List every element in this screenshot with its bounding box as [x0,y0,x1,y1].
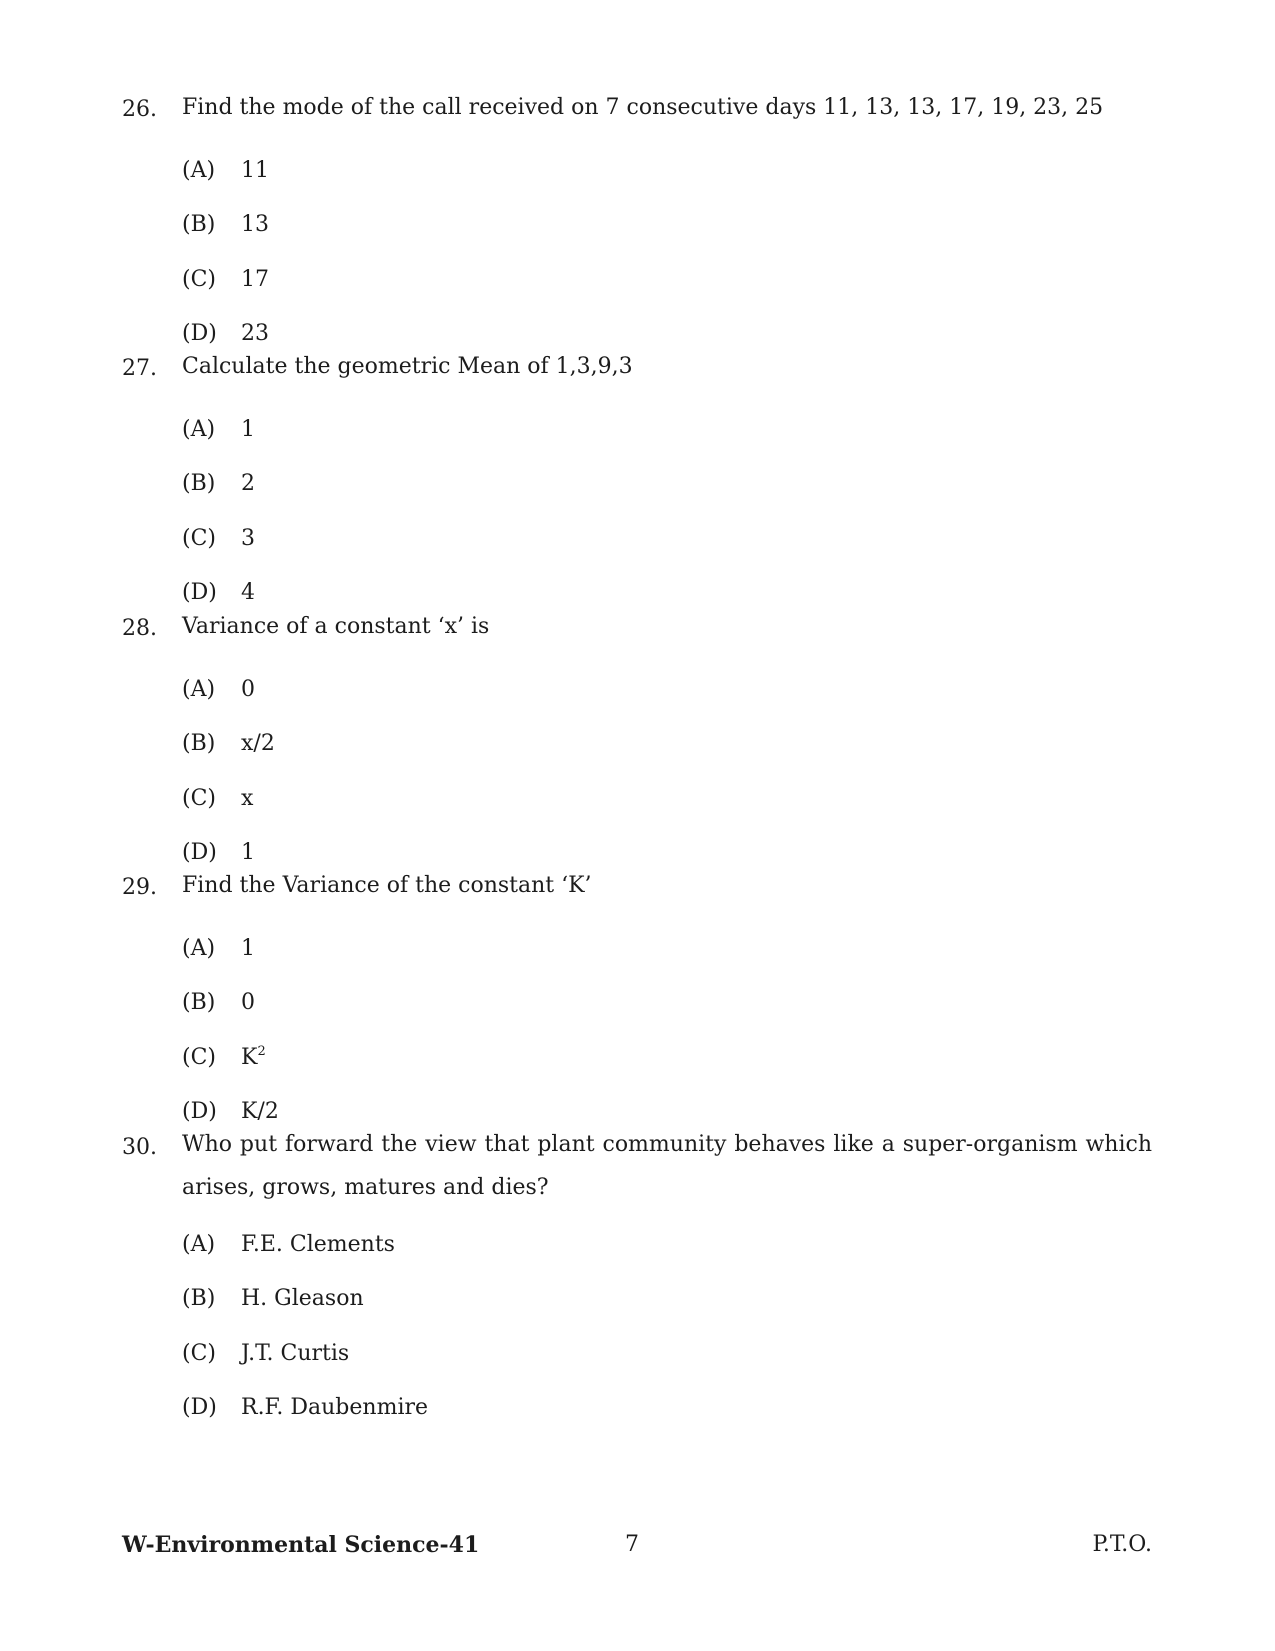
option-c [182,771,1152,826]
option-label: (C) [182,1044,216,1070]
option-b [182,717,1152,772]
page-number: 7 [625,1532,639,1557]
option-text: 13 [241,212,269,238]
question-29 [122,875,1152,1139]
option-d [182,1381,1152,1436]
option-text: 1 [241,416,255,442]
option-c [182,252,1152,307]
pto-label: P.T.O. [1092,1532,1152,1557]
question-text: Calculate the geometric Mean of 1,3,9,3 [182,354,633,379]
option-label: (A) [182,935,216,961]
option-text: 11 [241,157,269,183]
option-b [182,457,1152,512]
option-c [182,1326,1152,1381]
options-list [122,921,1152,1139]
question-text: Who put forward the view that plant community behaves like a super-organism which arises, grows, matures and dies? [182,1132,1152,1200]
option-b [182,1272,1152,1327]
option-label: (D) [182,1395,217,1421]
option-text: x/2 [241,731,275,757]
option-text: F.E. Clements [241,1231,395,1257]
question-30 [122,1132,1152,1435]
option-c [182,1030,1152,1085]
option-text: x [241,785,254,811]
options-list [122,402,1152,620]
option-label: (D) [182,321,217,347]
question-text: Variance of a constant ‘x’ is [182,614,490,639]
option-b [182,198,1152,253]
question-27 [122,356,1152,620]
question-number: 26. [122,97,157,122]
option-label: (B) [182,471,216,497]
option-label: (A) [182,416,216,442]
option-label: (C) [182,1340,216,1366]
option-text: R.F. Daubenmire [241,1395,429,1421]
option-a [182,921,1152,976]
option-label: (C) [182,266,216,292]
options-list [122,662,1152,880]
option-label: (B) [182,990,216,1016]
option-text: H. Gleason [241,1286,364,1312]
option-text: 23 [241,321,269,347]
option-label: (B) [182,731,216,757]
option-text: 1 [241,840,255,866]
option-a [182,1217,1152,1272]
option-text: 0 [241,990,255,1016]
option-b [182,976,1152,1031]
option-text: 1 [241,935,255,961]
option-c [182,511,1152,566]
option-a [182,143,1152,198]
options-list [122,1217,1152,1435]
option-label: (A) [182,676,216,702]
option-label: (C) [182,525,216,551]
option-a [182,402,1152,457]
question-number: 29. [122,875,157,900]
option-text [241,1045,266,1070]
option-label: (B) [182,212,216,238]
option-label: (D) [182,1099,217,1125]
paper-code: W-Environmental Science-41 [122,1532,480,1558]
question-28 [122,616,1152,880]
option-label: (B) [182,1286,216,1312]
option-label: (C) [182,785,216,811]
option-text: K/2 [241,1099,279,1125]
option-label: (A) [182,157,216,183]
question-text: Find the mode of the call received on 7 consecutive days 11, 13, 13, 17, 19, 23, 25 [182,95,1104,120]
option-a [182,662,1152,717]
option-text-superscript: 2 [257,1043,266,1059]
question-number: 28. [122,616,157,641]
question-number: 27. [122,356,157,381]
option-label: (D) [182,840,217,866]
option-text: 4 [241,580,255,606]
option-text: 2 [241,471,255,497]
option-text: J.T. Curtis [241,1340,350,1366]
options-list [122,143,1152,361]
option-label: (D) [182,580,217,606]
option-text-base: K [241,1044,258,1070]
option-text: 3 [241,525,255,551]
question-number: 30. [122,1135,157,1160]
option-label: (A) [182,1231,216,1257]
option-text: 0 [241,676,255,702]
question-text: Find the Variance of the constant ‘K’ [182,873,592,898]
page-footer [122,1532,1152,1562]
option-text: 17 [241,266,269,292]
question-26 [122,97,1152,361]
